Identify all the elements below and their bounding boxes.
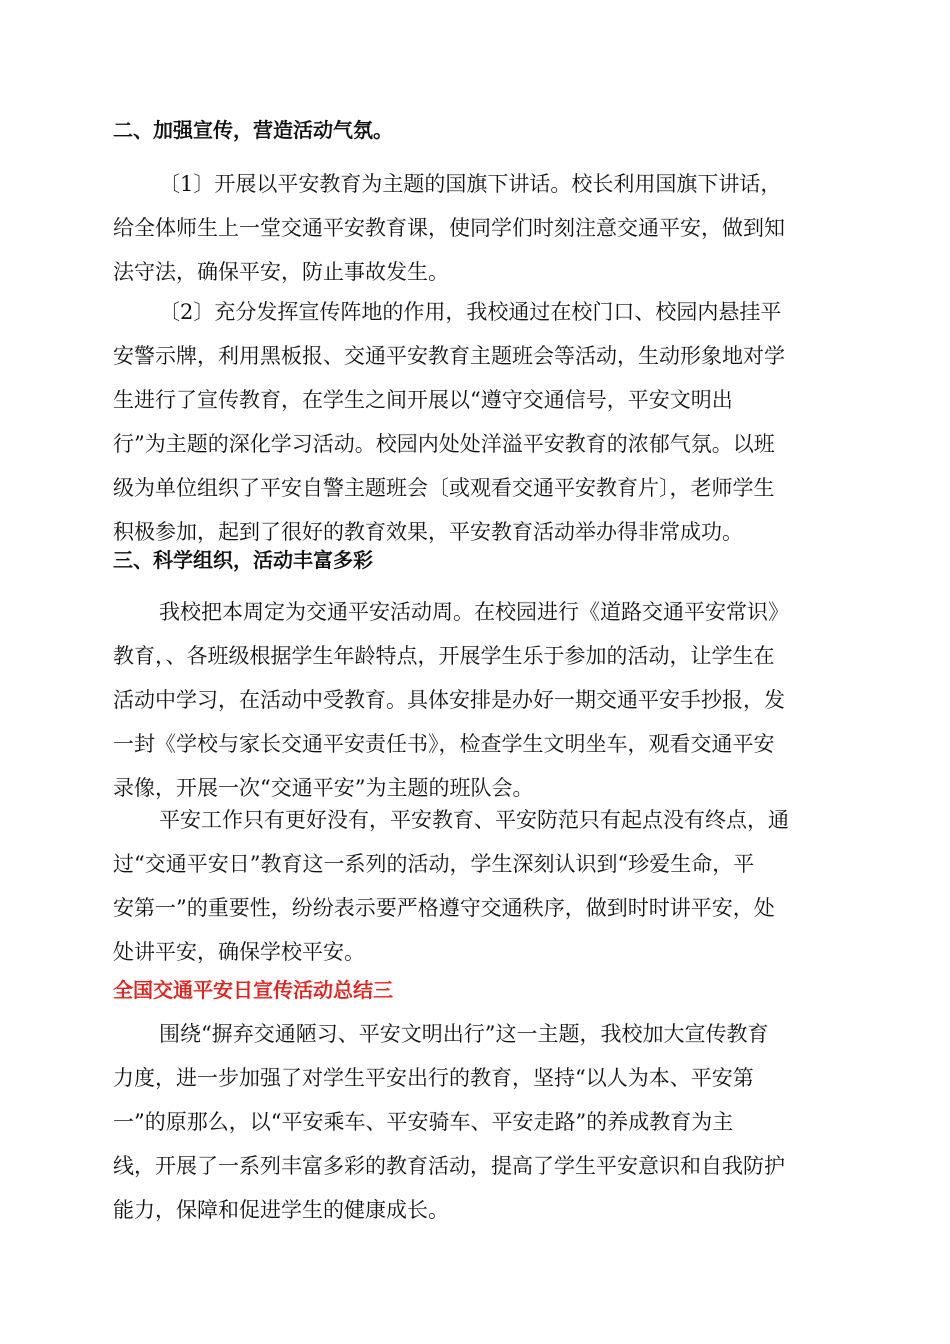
- paragraph-2-1: [113, 162, 833, 294]
- text-line: 安警示牌，利用黑板报、交通平安教育主题班会等活动，生动形象地对学: [113, 344, 785, 368]
- text-line: 〔2〕充分发挥宣传阵地的作用，我校通过在校门口、校园内悬挂平: [159, 300, 782, 324]
- text-line: 安第一”的重要性，纷纷表示要严格遵守交通秩序，做到时时讲平安，处: [113, 896, 775, 920]
- text-line: 围绕“摒弃交通陋习、平安文明出行”这一主题，我校加大宣传教育: [159, 1022, 769, 1046]
- text-line: 生进行了宣传教育，在学生之间开展以“遵守交通信号，平安文明出: [113, 388, 733, 412]
- text-line: 教育，、各班级根据学生年龄特点，开展学生乐于参加的活动，让学生在: [113, 644, 775, 668]
- section-heading-summary-3: 全国交通平安日宣传活动总结三: [113, 978, 393, 1002]
- text-line: 〔1〕开展以平安教育为主题的国旗下讲话。校长利用国旗下讲话，: [159, 172, 782, 196]
- section-heading-3: 三、科学组织，活动丰富多彩: [113, 548, 373, 572]
- text-line: 过“交通平安日”教育这一系列的活动，学生深刻认识到“珍爱生命，平: [113, 852, 755, 876]
- text-line: 一”的原那么，以“平安乘车、平安骑车、平安走路”的养成教育为主: [113, 1110, 734, 1134]
- text-line: 平安工作只有更好没有，平安教育、平安防范只有起点没有终点，通: [159, 808, 789, 832]
- text-line: 录像，开展一次“交通平安”为主题的班队会。: [113, 776, 534, 800]
- text-line: 我校把本周定为交通平安活动周。在校园进行《道路交通平安常识》: [159, 600, 789, 624]
- text-line: 行”为主题的深化学习活动。校园内处处洋溢平安教育的浓郁气氛。以班: [113, 432, 775, 456]
- text-line: 法守法，确保平安，防止事故发生。: [113, 260, 449, 284]
- text-line: 级为单位组织了平安自警主题班会〔或观看交通平安教育片〕，老师学生: [113, 476, 775, 500]
- text-line: 处讲平安，确保学校平安。: [113, 940, 365, 964]
- paragraph-summary-3: [113, 1012, 833, 1232]
- text-line: 能力，保障和促进学生的健康成长。: [113, 1198, 449, 1222]
- section-heading-2: 二、加强宣传，营造活动气氛。: [113, 118, 393, 142]
- paragraph-2-2: [113, 290, 833, 554]
- text-line: 线，开展了一系列丰富多彩的教育活动，提高了学生平安意识和自我防护: [113, 1154, 785, 1178]
- paragraph-3-1: [113, 590, 833, 810]
- text-line: 给全体师生上一堂交通平安教育课，使同学们时刻注意交通平安，做到知: [113, 216, 785, 240]
- text-line: 活动中学习，在活动中受教育。具体安排是办好一期交通平安手抄报，发: [113, 688, 785, 712]
- text-line: 积极参加，起到了很好的教育效果，平安教育活动举办得非常成功。: [113, 520, 743, 544]
- text-line: 一封《学校与家长交通平安责任书》，检查学生文明坐车，观看交通平安: [113, 732, 775, 756]
- paragraph-3-2: [113, 798, 833, 974]
- text-line: 力度，进一步加强了对学生平安出行的教育，坚持“以人为本、平安第: [113, 1066, 754, 1090]
